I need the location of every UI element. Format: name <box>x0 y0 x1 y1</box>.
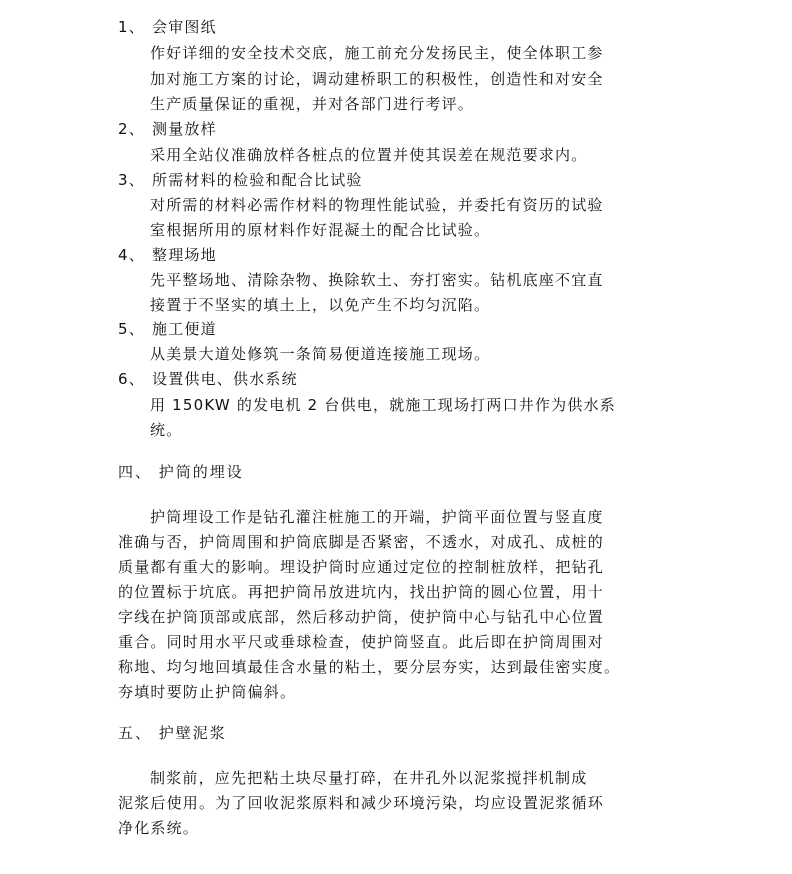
paragraph-line: 准确与否，护筒周围和护筒底脚是否紧密，不透水，对成孔、成桩的 <box>118 533 605 551</box>
item-number: 6、 <box>118 370 145 388</box>
item-number: 1、 <box>118 18 145 36</box>
paragraph-line: 制浆前，应先把粘土块尽量打碎，在井孔外以泥浆搅拌机制成 <box>150 769 588 787</box>
paragraph-line: 质量都有重大的影响。埋设护筒时应通过定位的控制桩放样，把钻孔 <box>118 558 605 576</box>
item-body-line: 对所需的材料必需作材料的物理性能试验，并委托有资历的试验 <box>150 196 604 214</box>
item-title: 施工便道 <box>152 320 217 338</box>
section-heading: 五、 护壁泥浆 <box>118 724 227 742</box>
item-heading-2 <box>118 119 217 139</box>
item-body-line: 加对施工方案的讨论，调动建桥职工的积极性，创造性和对安全 <box>150 70 604 88</box>
section-heading: 四、 护筒的埋设 <box>118 463 244 481</box>
item-title: 所需材料的检验和配合比试验 <box>152 171 363 189</box>
paragraph-line: 称地、均匀地回填最佳含水量的粘土，要分层夯实，达到最佳密实度。 <box>118 658 621 676</box>
paragraph-line: 净化系统。 <box>118 819 200 837</box>
item-title: 测量放样 <box>152 120 217 138</box>
item-body-line: 采用全站仪准确放样各桩点的位置并使其误差在规范要求内。 <box>150 146 588 164</box>
item-body-line: 从美景大道处修筑一条简易便道连接施工现场。 <box>150 345 491 363</box>
item-title: 整理场地 <box>152 246 217 264</box>
item-heading-3 <box>118 170 363 190</box>
item-body-line: 用 150KW 的发电机 2 台供电，就施工现场打两口井作为供水系 <box>150 396 616 414</box>
item-number: 3、 <box>118 171 145 189</box>
paragraph-line: 护筒埋设工作是钻孔灌注桩施工的开端，护筒平面位置与竖直度 <box>150 508 604 526</box>
item-heading-6 <box>118 369 298 389</box>
item-number: 4、 <box>118 246 145 264</box>
item-body-line: 作好详细的安全技术交底，施工前充分发扬民主，使全体职工参 <box>150 44 604 62</box>
item-body-line: 统。 <box>150 421 183 439</box>
item-title: 设置供电、供水系统 <box>152 370 298 388</box>
paragraph-line: 泥浆后使用。为了回收泥浆原料和减少环境污染，均应设置泥浆循环 <box>118 794 605 812</box>
item-body-line: 生产质量保证的重视，并对各部门进行考评。 <box>150 95 475 113</box>
item-body-line: 室根据所用的原材料作好混凝土的配合比试验。 <box>150 221 491 239</box>
paragraph-line: 的位置标于坑底。再把护筒吊放进坑内，找出护筒的圆心位置，用十 <box>118 583 605 601</box>
item-heading-1 <box>118 17 217 37</box>
item-heading-4 <box>118 245 217 265</box>
item-body-line: 接置于不坚实的填土上，以免产生不均匀沉陷。 <box>150 296 491 314</box>
item-heading-5 <box>118 319 217 339</box>
item-number: 2、 <box>118 120 145 138</box>
paragraph-line: 重合。同时用水平尺或垂球检查，使护筒竖直。此后即在护筒周围对 <box>118 633 605 651</box>
item-body-line: 先平整场地、清除杂物、换除软土、夯打密实。钻机底座不宜直 <box>150 271 604 289</box>
paragraph-line: 夯填时要防止护筒偏斜。 <box>118 683 297 701</box>
paragraph-line: 字线在护筒顶部或底部，然后移动护筒，使护筒中心与钻孔中心位置 <box>118 608 605 626</box>
item-number: 5、 <box>118 320 145 338</box>
item-title: 会审图纸 <box>152 18 217 36</box>
